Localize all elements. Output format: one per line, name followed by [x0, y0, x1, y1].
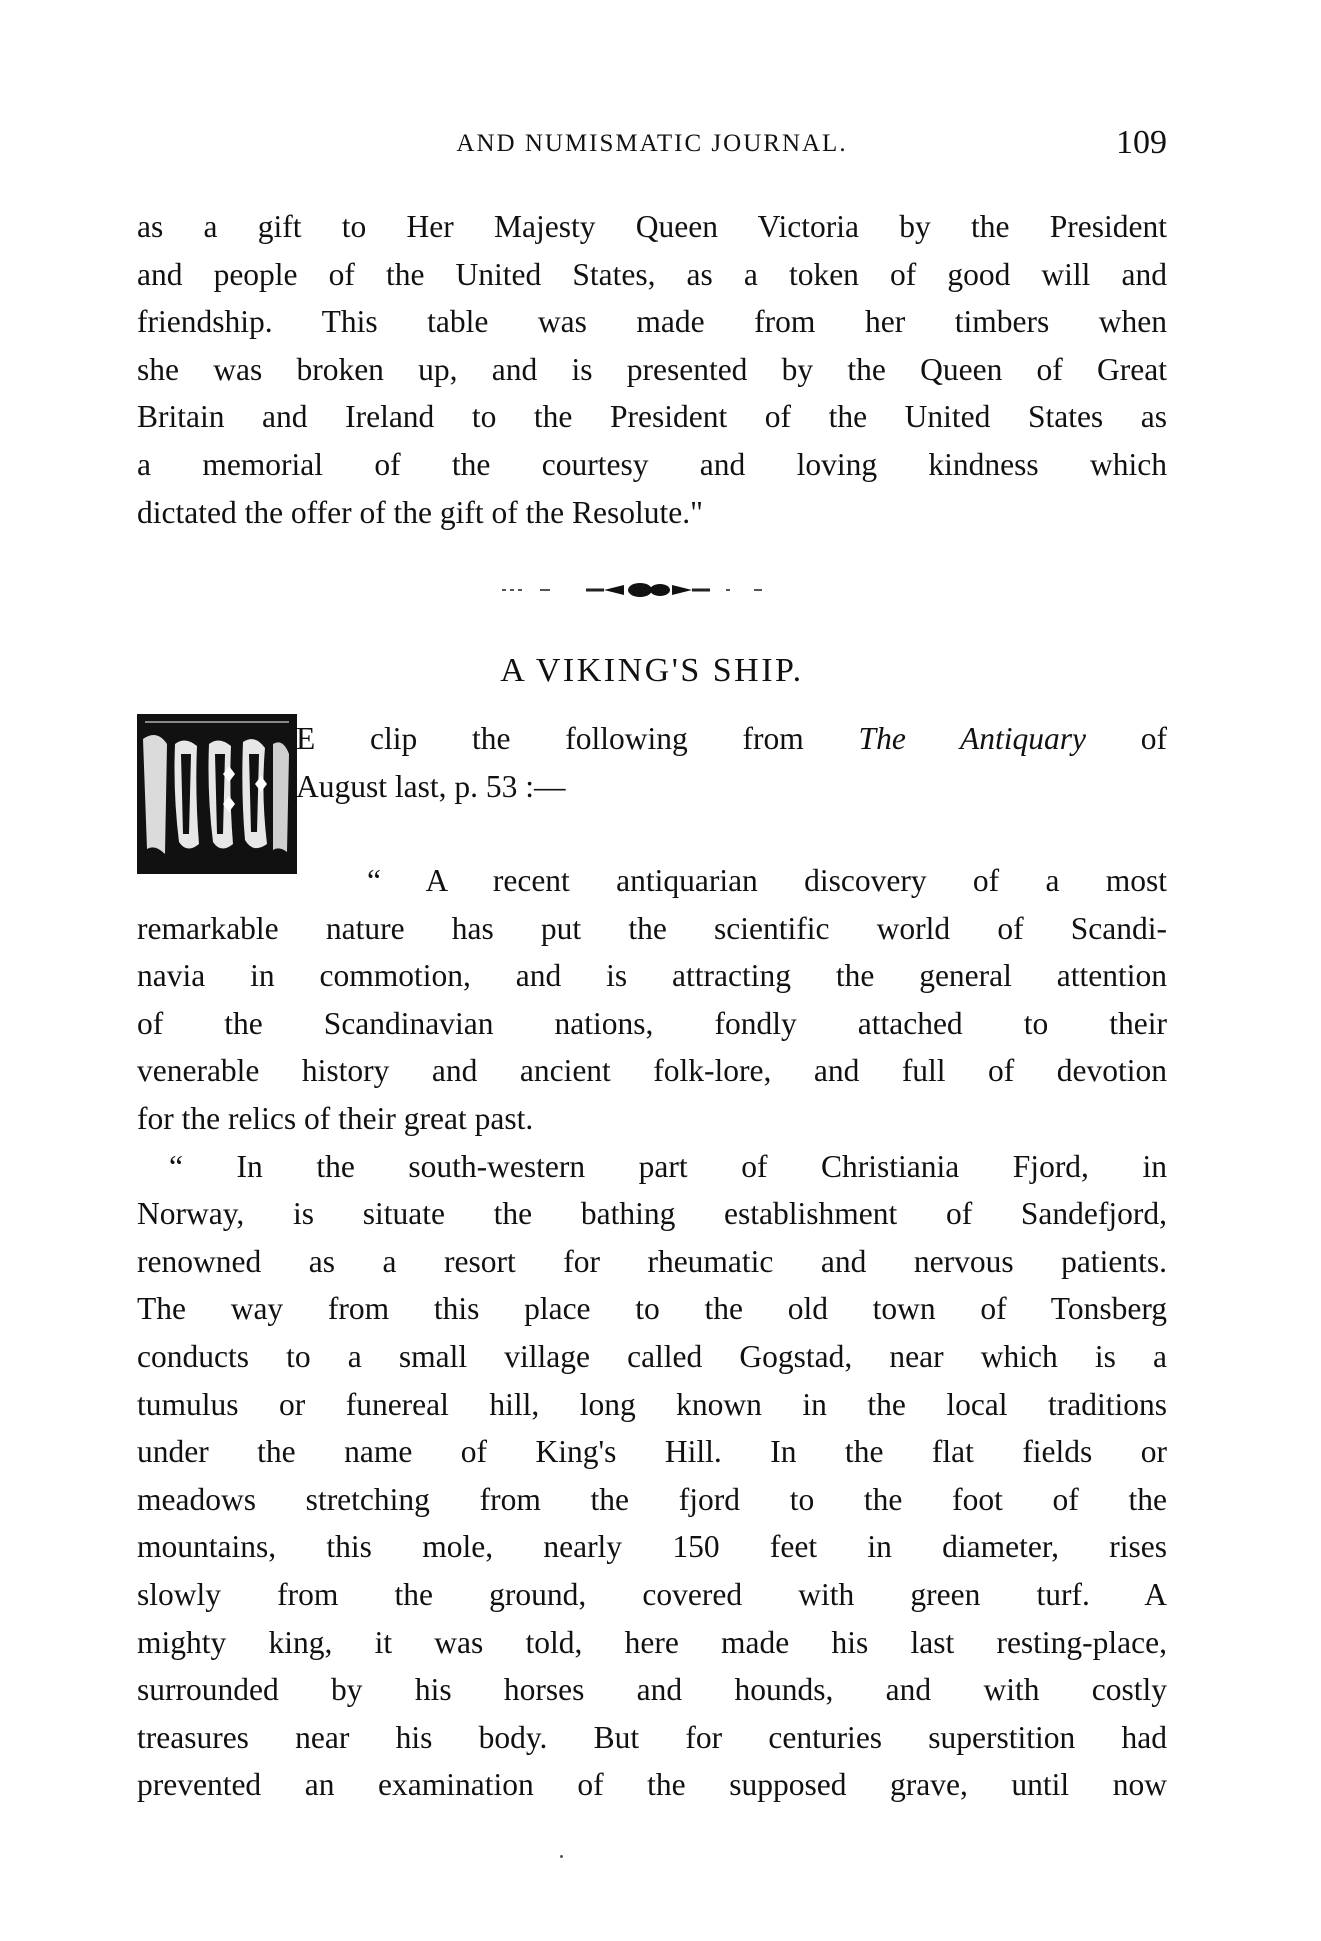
print-speck — [560, 1855, 563, 1858]
text-line: as a gift to Her Majesty Queen Victoria by the President — [137, 209, 1167, 244]
text-line: of the Scandinavian nations, fondly attached to their — [137, 1005, 1167, 1041]
text-line: renowned as a resort for rheumatic and nervous patients. — [137, 1243, 1167, 1279]
text-line: treasures near his body. But for centuries superstition had — [137, 1719, 1167, 1755]
text-line: “ In the south-western part of Christiania Fjord, in — [169, 1148, 1167, 1184]
intro-line: August last, p. 53 :— — [296, 768, 566, 804]
running-title: AND NUMISMATIC JOURNAL. — [456, 130, 848, 157]
text-line: navia in commotion, and is attracting the general attention — [137, 958, 1167, 994]
text-line: dictated the offer of the gift of the Resolute." — [137, 494, 703, 530]
text-line: prevented an examination of the supposed grave, until now — [137, 1767, 1167, 1803]
text-line: The way from this place to the old town of Tonsberg — [137, 1291, 1167, 1327]
text-line: and people of the United States, as a token of good will and — [137, 256, 1167, 292]
article-title: A VIKING'S SHIP. — [500, 652, 804, 689]
text-line: under the name of King's Hill. In the flat fields or — [137, 1434, 1167, 1470]
text-line: meadows stretching from the fjord to the foot of the — [137, 1481, 1167, 1517]
running-head — [137, 124, 1167, 164]
text-line: surrounded by his horses and hounds, and with costly — [137, 1672, 1167, 1708]
text-line: slowly from the ground, covered with green turf. A — [137, 1576, 1167, 1612]
article-intro — [296, 715, 1167, 810]
text-line: tumulus or funereal hill, long known in the local traditions — [137, 1386, 1167, 1422]
text-line: Britain and Ireland to the President of the United States as — [137, 399, 1167, 435]
section-divider-ornament — [500, 580, 820, 600]
intro-line — [296, 715, 1167, 763]
text-line: she was broken up, and is presented by the Queen of Great — [137, 351, 1167, 387]
intro-text: of — [1085, 721, 1167, 756]
intro-text: E clip the following from — [296, 721, 859, 756]
text-line: Norway, is situate the bathing establishment of Sandefjord, — [137, 1196, 1167, 1232]
quoted-passage — [137, 857, 1167, 1809]
page-number: 109 — [1116, 124, 1167, 161]
source-title: The Antiquary — [858, 721, 1086, 756]
text-line: conducts to a small village called Gogstad, near which is a — [137, 1338, 1167, 1374]
text-line: friendship. This table was made from her timbers when — [137, 304, 1167, 340]
text-line: remarkable nature has put the scientific world of Scandi- — [137, 910, 1167, 946]
text-line: for the relics of their great past. — [137, 1100, 534, 1136]
text-line: venerable history and ancient folk-lore, and full of devotion — [137, 1053, 1167, 1089]
text-line: mountains, this mole, nearly 150 feet in diameter, rises — [137, 1529, 1167, 1565]
text-line: a memorial of the courtesy and loving kindness which — [137, 446, 1167, 482]
text-line: “ A recent antiquarian discovery of a most — [367, 863, 1167, 898]
text-line: mighty king, it was told, here made his last resting-place, — [137, 1624, 1167, 1660]
continued-paragraph — [137, 203, 1167, 536]
ornamental-drop-cap — [137, 714, 297, 874]
